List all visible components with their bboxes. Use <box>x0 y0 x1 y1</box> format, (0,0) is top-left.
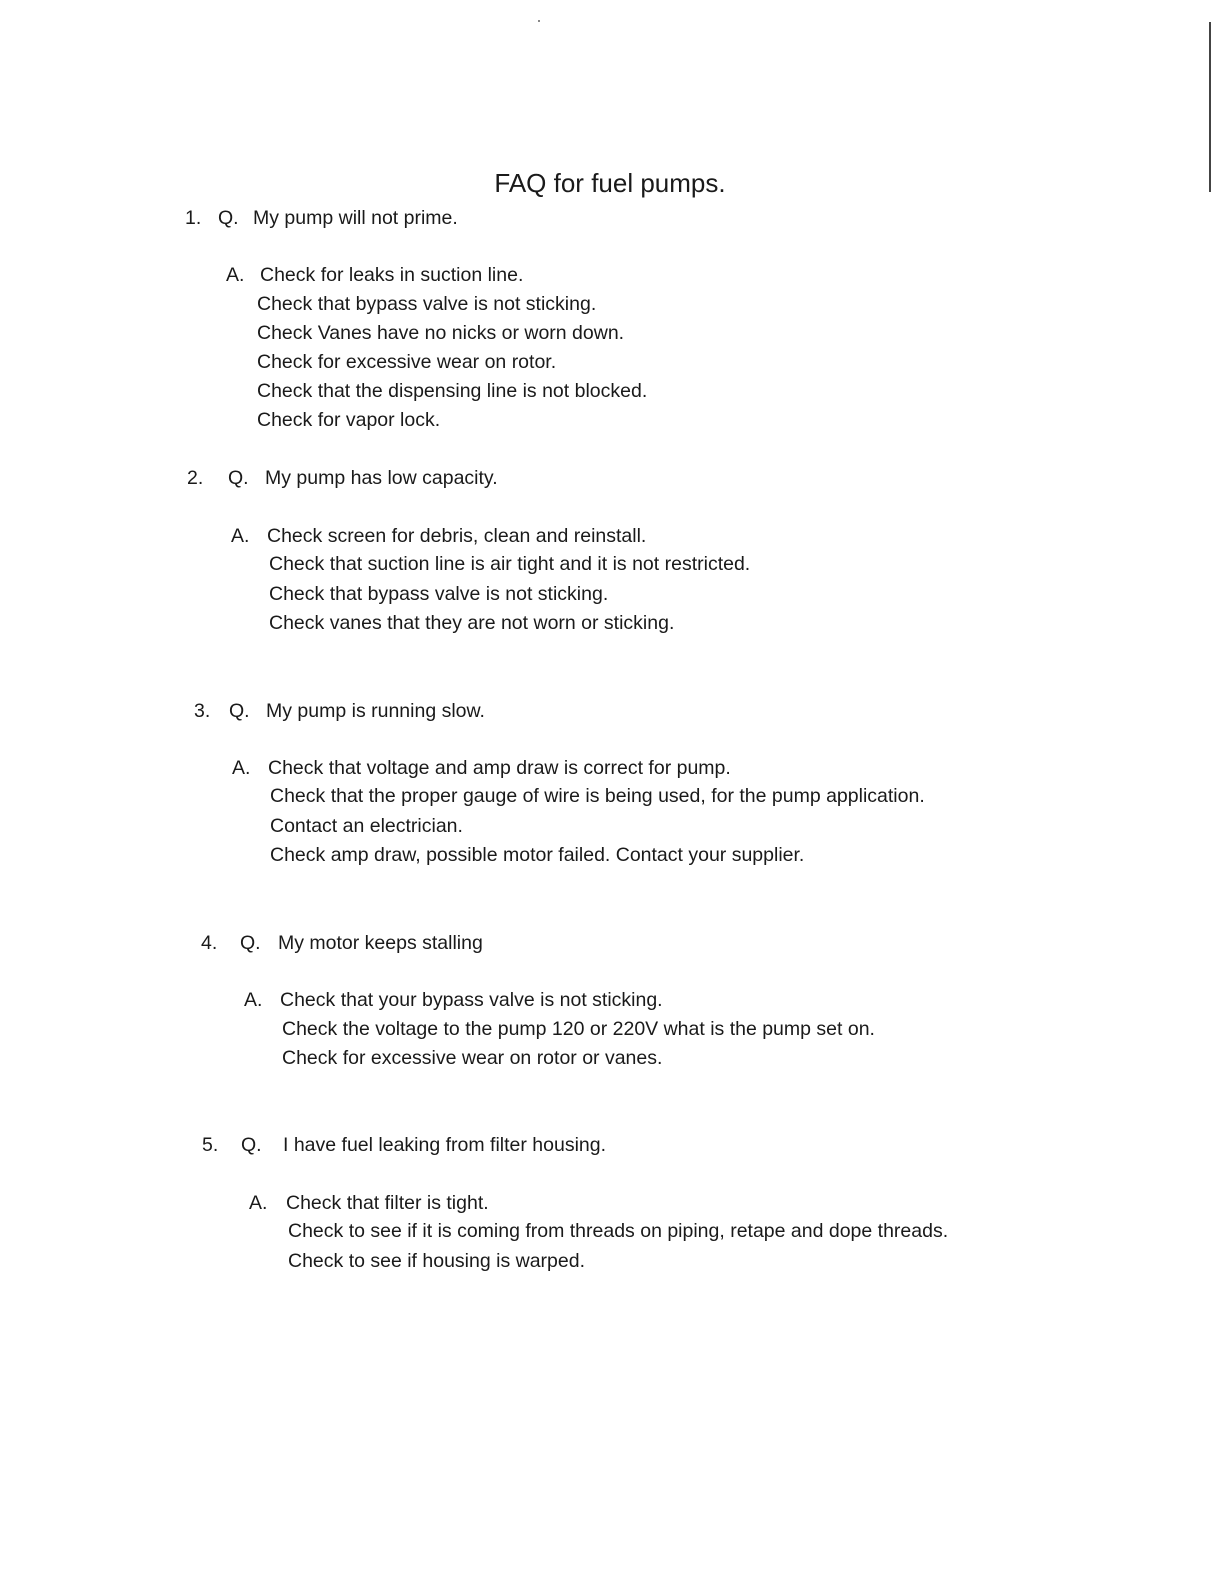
faq-2-answer-2: Check that suction line is air tight and it is not restricted. <box>269 553 751 575</box>
faq-1-answer-6: Check for vapor lock. <box>257 409 441 431</box>
faq-2-answer-4: Check vanes that they are not worn or sticking. <box>269 612 675 634</box>
faq-3-answer-3: Contact an electrician. <box>270 815 463 837</box>
faq-5-number: 5. <box>202 1134 219 1156</box>
page-title: FAQ for fuel pumps. <box>494 168 726 198</box>
faq-3-answer-2: Check that the proper gauge of wire is being used, for the pump application. <box>270 785 925 807</box>
faq-4-answer-2: Check the voltage to the pump 120 or 220V what is the pump set on. <box>282 1018 875 1040</box>
faq-2-number: 2. <box>187 467 204 489</box>
faq-3-a-marker: A. <box>232 757 251 779</box>
faq-5-answer-1: Check that filter is tight. <box>286 1192 489 1214</box>
faq-2-answer-1: Check screen for debris, clean and reinstall. <box>267 525 647 547</box>
faq-4-answer-3: Check for excessive wear on rotor or vanes. <box>282 1047 663 1069</box>
faq-1-number: 1. <box>185 207 202 229</box>
faq-3-answer-4: Check amp draw, possible motor failed. Contact your supplier. <box>270 844 805 866</box>
faq-5-a-marker: A. <box>249 1192 268 1214</box>
faq-3-number: 3. <box>194 700 211 722</box>
faq-1-answer-4: Check for excessive wear on rotor. <box>257 351 557 373</box>
faq-3-answer-1: Check that voltage and amp draw is correct for pump. <box>268 757 731 779</box>
faq-1-answer-1: Check for leaks in suction line. <box>260 264 524 286</box>
faq-1-question: My pump will not prime. <box>253 207 458 229</box>
faq-5-answer-3: Check to see if housing is warped. <box>288 1250 585 1272</box>
faq-4-answer-1: Check that your bypass valve is not sticking. <box>280 989 663 1011</box>
faq-4-number: 4. <box>201 932 218 954</box>
faq-1-answer-5: Check that the dispensing line is not blocked. <box>257 380 648 402</box>
faq-1-answer-2: Check that bypass valve is not sticking. <box>257 293 597 315</box>
faq-2-q-marker: Q. <box>228 467 249 489</box>
faq-1-q-marker: Q. <box>218 207 239 229</box>
faq-1-a-marker: A. <box>226 264 245 286</box>
faq-3-q-marker: Q. <box>229 700 250 722</box>
faq-2-a-marker: A. <box>231 525 250 547</box>
faq-5-question: I have fuel leaking from filter housing. <box>283 1134 607 1156</box>
faq-1-answer-3: Check Vanes have no nicks or worn down. <box>257 322 625 344</box>
faq-3-question: My pump is running slow. <box>266 700 485 722</box>
scan-speck <box>538 20 540 22</box>
faq-5-answer-2: Check to see if it is coming from threads on piping, retape and dope threads. <box>288 1220 949 1242</box>
faq-2-answer-3: Check that bypass valve is not sticking. <box>269 583 609 605</box>
faq-4-a-marker: A. <box>244 989 263 1011</box>
faq-5-q-marker: Q. <box>241 1134 262 1156</box>
faq-2-question: My pump has low capacity. <box>265 467 498 489</box>
faq-4-question: My motor keeps stalling <box>278 932 483 954</box>
faq-4-q-marker: Q. <box>240 932 261 954</box>
